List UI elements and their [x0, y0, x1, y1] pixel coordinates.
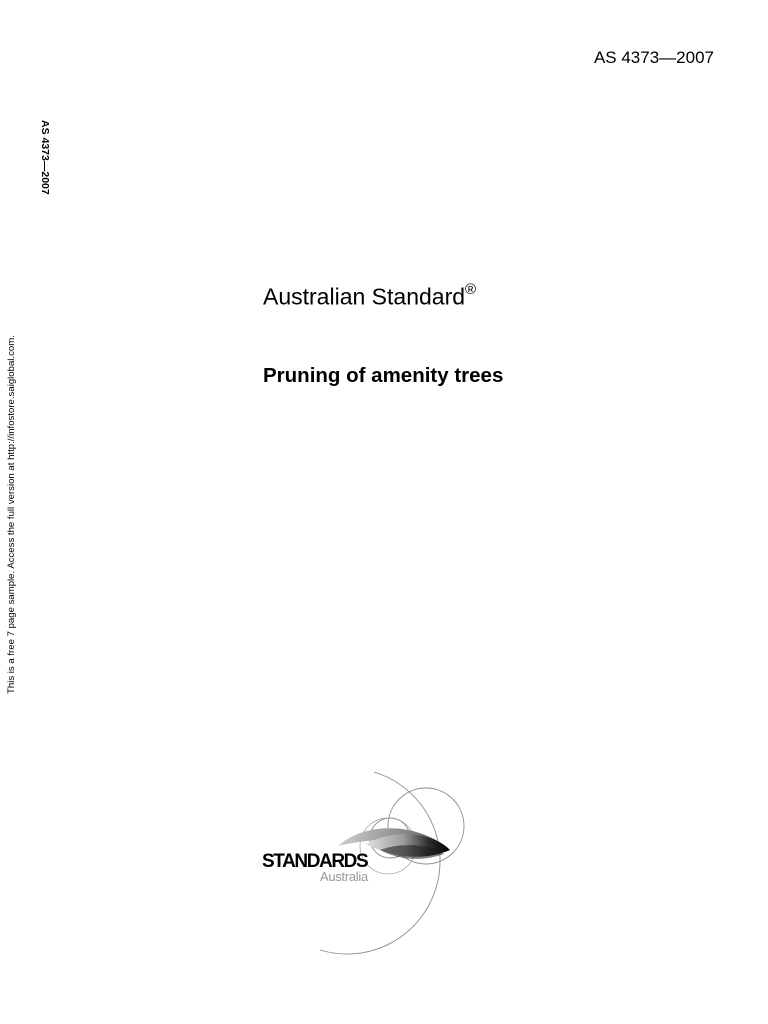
standard-heading: [263, 283, 476, 311]
document-title: Pruning of amenity trees: [263, 364, 504, 387]
logo-subtitle: Australia: [320, 869, 368, 884]
standards-australia-logo: [262, 758, 482, 958]
document-code: AS 4373—2007: [593, 48, 714, 67]
registered-mark: ®: [465, 281, 477, 298]
standard-label: Australian Standard: [263, 283, 466, 310]
logo-wordmark: STANDARDS: [262, 851, 368, 872]
spine-document-code: AS 4373—2007: [39, 120, 51, 195]
sample-notice: This is a free 7 page sample. Access the full version at http://infostore.saiglobal.com.: [6, 335, 17, 694]
